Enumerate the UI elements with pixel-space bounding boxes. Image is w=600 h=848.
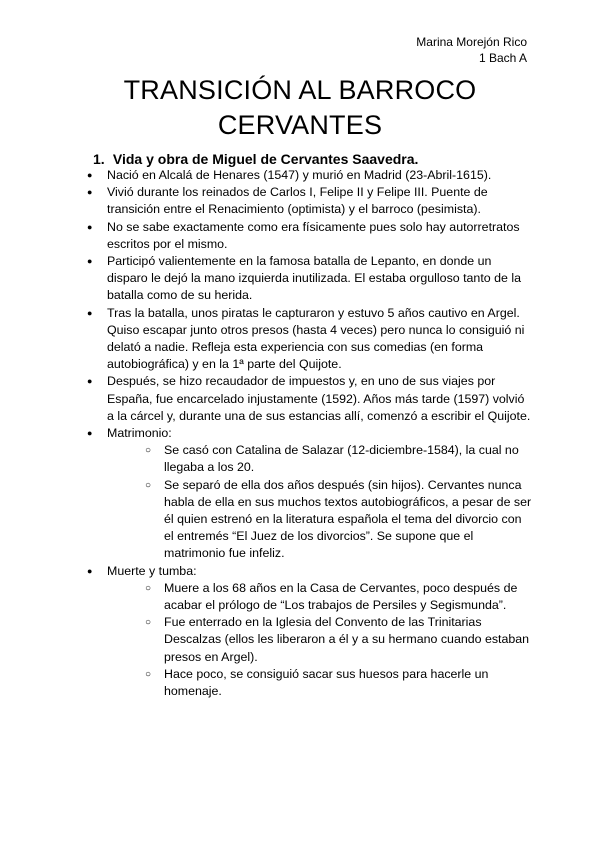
list-item-text: Matrimonio: bbox=[107, 426, 172, 441]
sub-list-item bbox=[145, 580, 532, 614]
list-item-text: Nació en Alcalá de Henares (1547) y murió en Madrid (23-Abril-1615). bbox=[107, 168, 492, 182]
document-title bbox=[0, 73, 600, 143]
sub-list-item-text: Hace poco, se consiguió sacar sus huesos para hacerle un homenaje. bbox=[164, 666, 489, 699]
bullet-list bbox=[87, 167, 532, 700]
list-item-text: Muerte y tumba: bbox=[107, 563, 197, 578]
section-heading-text: Vida y obra de Miguel de Cervantes Saavedra. bbox=[112, 151, 419, 167]
sub-list-item bbox=[145, 442, 532, 476]
list-item bbox=[87, 305, 532, 374]
sub-list-item-text: Fue enterrado en la Iglesia del Convento de las Trinitarias Descalzas (ellos les liberaron a él y a su hermano cuando estaban presos en Argel). bbox=[164, 615, 530, 664]
content-body bbox=[87, 167, 532, 700]
list-item bbox=[87, 219, 532, 253]
list-item-muerte bbox=[87, 563, 532, 701]
sub-list bbox=[107, 442, 532, 562]
list-item-matrimonio bbox=[87, 425, 532, 563]
title-line-2: CERVANTES bbox=[217, 110, 383, 140]
section-heading bbox=[93, 150, 418, 168]
list-item bbox=[87, 253, 532, 305]
list-item-text: Participó valientemente en la famosa batalla de Lepanto, en donde un disparo le dejó la mano izquierda inutilizada. El estaba orgulloso tanto de la batalla como de su herida. bbox=[107, 254, 521, 303]
sub-list-item-text: Se casó con Catalina de Salazar (12-diciembre-1584), la cual no llegaba a los 20. bbox=[164, 443, 519, 475]
sub-list-item bbox=[145, 477, 532, 563]
page-header bbox=[416, 34, 527, 66]
class-label: 1 Bach A bbox=[478, 51, 527, 65]
sub-list-item bbox=[145, 666, 532, 700]
sub-list-item-text: Se separó de ella dos años después (sin hijos). Cervantes nunca habla de ella en sus muchos textos autobiográficos, a pesar de ser él quien estrenó en la literatura española el tema del divorcio con el entremés “El Juez de los divorcios”. Se supone que el matrimonio fue infeliz. bbox=[164, 477, 532, 561]
sub-list-item-text: Muere a los 68 años en la Casa de Cervantes, poco después de acabar el prólogo de “Los trabajos de Persiles y Segismunda”. bbox=[164, 580, 518, 613]
list-item-text: Vivió durante los reinados de Carlos I, Felipe II y Felipe III. Puente de transición entre el Renacimiento (optimista) y el barroco (pesimista). bbox=[107, 185, 488, 217]
sub-list bbox=[107, 580, 532, 700]
list-item-text: No se sabe exactamente como era físicamente pues solo hay autorretratos escritos por el mismo. bbox=[107, 219, 520, 251]
list-item bbox=[87, 184, 532, 218]
author-name: Marina Morejón Rico bbox=[416, 35, 527, 49]
section-number: 1. bbox=[93, 151, 105, 167]
list-item bbox=[87, 373, 532, 425]
title-line-1: TRANSICIÓN AL BARROCO bbox=[123, 75, 477, 105]
list-item-text: Tras la batalla, unos piratas le capturaron y estuvo 5 años cautivo en Argel. Quiso escapar junto otros presos (hasta 4 veces) pero nunca lo consiguió ni delató a nadie. Refleja esta experiencia con sus comedias (en forma autobiográfica) y en la 1ª parte del Quijote. bbox=[107, 305, 525, 372]
list-item-text: Después, se hizo recaudador de impuestos y, en uno de sus viajes por España, fue encarcelado injustamente (1592). Años más tarde (1597) volvió a la cárcel y, durante una de sus estancias allí, comenzó a escribir el Quijote. bbox=[107, 374, 531, 423]
list-item bbox=[87, 167, 532, 184]
sub-list-item bbox=[145, 614, 532, 666]
